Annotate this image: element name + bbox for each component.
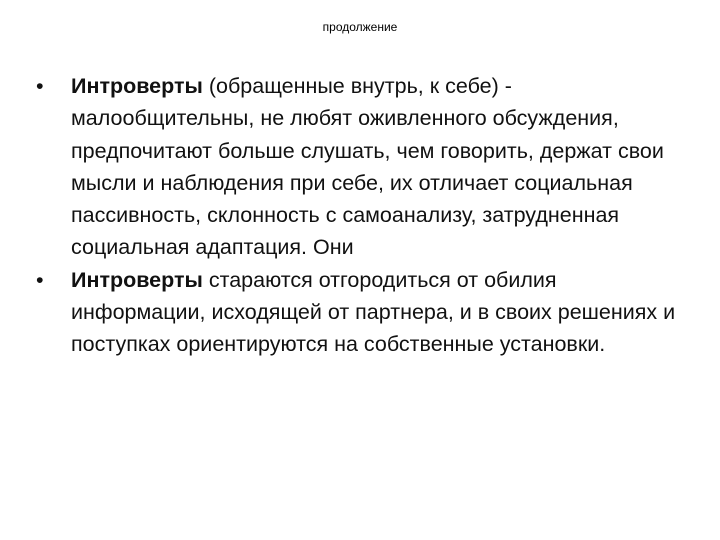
bullet-text: (обращенные внутрь, к себе) - малообщительны, не любят оживленного обсуждения, предпочитают больше слушать, чем говорить, держат свои мысли и наблюдения при себе, их отличает социальная пассивность, склонность с самоанализу, затрудненная социальная адаптация. Они (71, 74, 664, 260)
slide-title: продолжение (322, 20, 398, 34)
bullet-list (36, 70, 696, 361)
bullet-item-introverts-definition (36, 70, 696, 264)
bullet-icon: • (36, 74, 44, 98)
bullet-term: Интроверты (71, 267, 203, 292)
bullet-item-introverts-behavior (36, 264, 696, 361)
bullet-text: стараются отгородиться от обилия информации, исходящей от партнера, и в своих решениях и поступках ориентируются на собственные установки. (71, 267, 676, 357)
bullet-term: Интроверты (71, 74, 203, 98)
bullet-icon: • (36, 267, 44, 292)
